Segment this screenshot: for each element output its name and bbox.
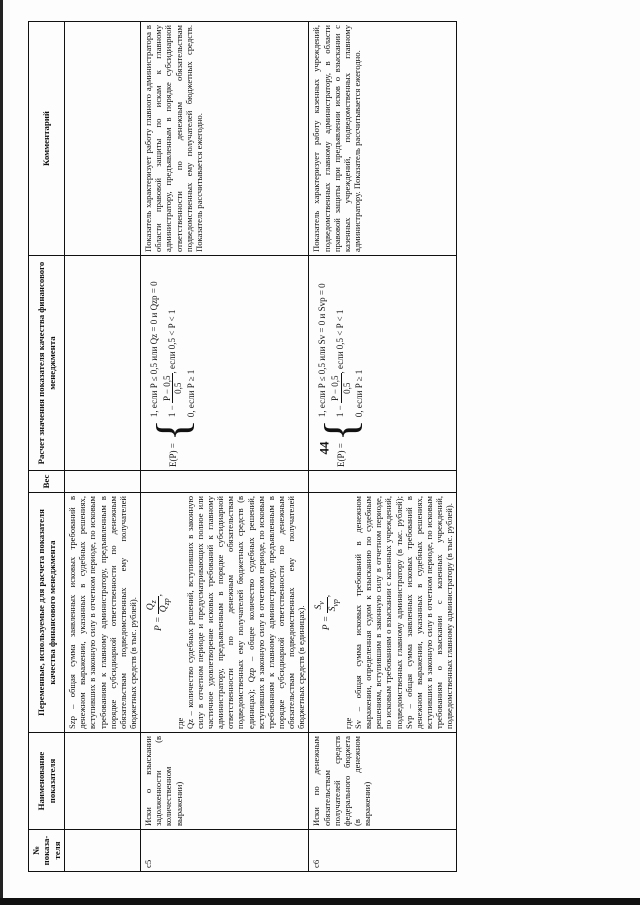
- header-weight: Вес: [29, 471, 65, 493]
- piecewise-formula: E(P) = { 1, если P ≤ 0,5 или Qz = 0 и Qzp = 0 1 − P − 0,5 0,5 , если 0,5 < P < 1 0, если P ≥ 1: [146, 281, 198, 467]
- where-label: где: [174, 717, 185, 729]
- row-num: с6: [309, 830, 457, 872]
- row-comment: Показатель характеризует работу главного администратора в области правовой защиты по искам к главному администратору, предъявленным в порядке субсидиарной ответственности по денежным обязательствам подведомственных ему получателей бюджетных средств. Показатель рассчитывается ежегодно.: [141, 22, 309, 256]
- row-num: с5: [141, 830, 309, 872]
- scan-edge-left: [0, 0, 3, 905]
- row-comment: Показатель характеризует работу казенных учреждений, подведомственных главному администратору, в области правовой защиты при предъявлении исков о взыскании с казенных учреждений, подведомственных главному администратору. Показатель рассчитывается ежегодно.: [309, 22, 457, 256]
- row-weight: [309, 471, 457, 493]
- row-name: Иски по денежным обязательствам получателей средств федерального бюджета (в денежном выражении): [309, 733, 457, 830]
- scan-edge-bottom: [0, 898, 640, 905]
- row-weight: [141, 471, 309, 493]
- row-vars: [309, 493, 457, 733]
- row-name: Иски о взыскании задолженности (в количественном выражении): [141, 733, 309, 830]
- ratio-formula: P = $S_v$ $S_{vp}$ ,: [314, 594, 340, 631]
- ratio-formula: P = $Q_z$ $Q_{zp}$ ,: [146, 593, 172, 632]
- page-number: 44: [316, 441, 332, 455]
- vars-description: Sv – общая сумма исковых требований в денежном выражении, определенная судом к взысканию по судебным решениям, вступившим в законную силу в отчетном периоде, по исковым требованиям о взыскании с казенных учреждений, подведомственных главному администратору (в тыс. рублей); Svp – общая сумма заявленных исковых требований в денежном выражении, указанных в судебных решениях, вступивших в законную силу в отчетном периоде, по исковым требованиям о взыскании с казенных учреждений, подведомственных главному администратору (в тыс. рублей).: [353, 496, 455, 729]
- header-vars: Переменные, используемые для расчета показателя качества финансового менеджмента: [29, 493, 65, 733]
- row-calc: [141, 256, 309, 471]
- rotated-table-container: [28, 22, 593, 872]
- piecewise-formula: E(P) = { 1, если P ≤ 0,5 или Sv = 0 и Svp = 0 1 − P − 0,5 0,5 , если 0,5 < P < 1 0, если P ≥ 1: [315, 283, 367, 467]
- table-header-row: [29, 22, 65, 872]
- table-row-continuation: [65, 22, 141, 872]
- indicator-table: [28, 21, 457, 872]
- vars-description: Qz – количество судебных решений, вступивших в законную силу в отчетном периоде и предусматривающих полное или частичное удовлетворение исковых требований к главному администратору, предъявленным в порядке субсидиарной ответственности по денежным обязательствам подведомственных ему получателей бюджетных средств (в единицах); Qzp – общее количество судебных решений, вступивших в законную силу в отчетном периоде, по исковым требованиям к главному администратору, предъявленным в порядке субсидиарной ответственности по денежным обязательствам подведомственных ему получателей бюджетных средств (в единицах).: [184, 496, 307, 729]
- continuation-vars: Szp – общая сумма заявленных исковых требований в денежном выражении, указанных в судебных решениях, вступивших в законную силу в отчетном периоде, по исковым требованиям к главному администратору, предъявленным в порядке субсидиарной ответственности по денежным обязательствам подведомственных ему получателей бюджетных средств (в тыс. рублей).: [65, 493, 141, 733]
- where-label: где: [342, 717, 353, 729]
- row-calc: [309, 256, 457, 471]
- header-num: № показа-теля: [29, 830, 65, 872]
- row-vars: [141, 493, 309, 733]
- table-row: [141, 22, 309, 872]
- header-comment: Комментарий: [29, 22, 65, 256]
- header-name: Наименование показателя: [29, 733, 65, 830]
- header-calc: Расчет значения показателя качества финансового менеджмента: [29, 256, 65, 471]
